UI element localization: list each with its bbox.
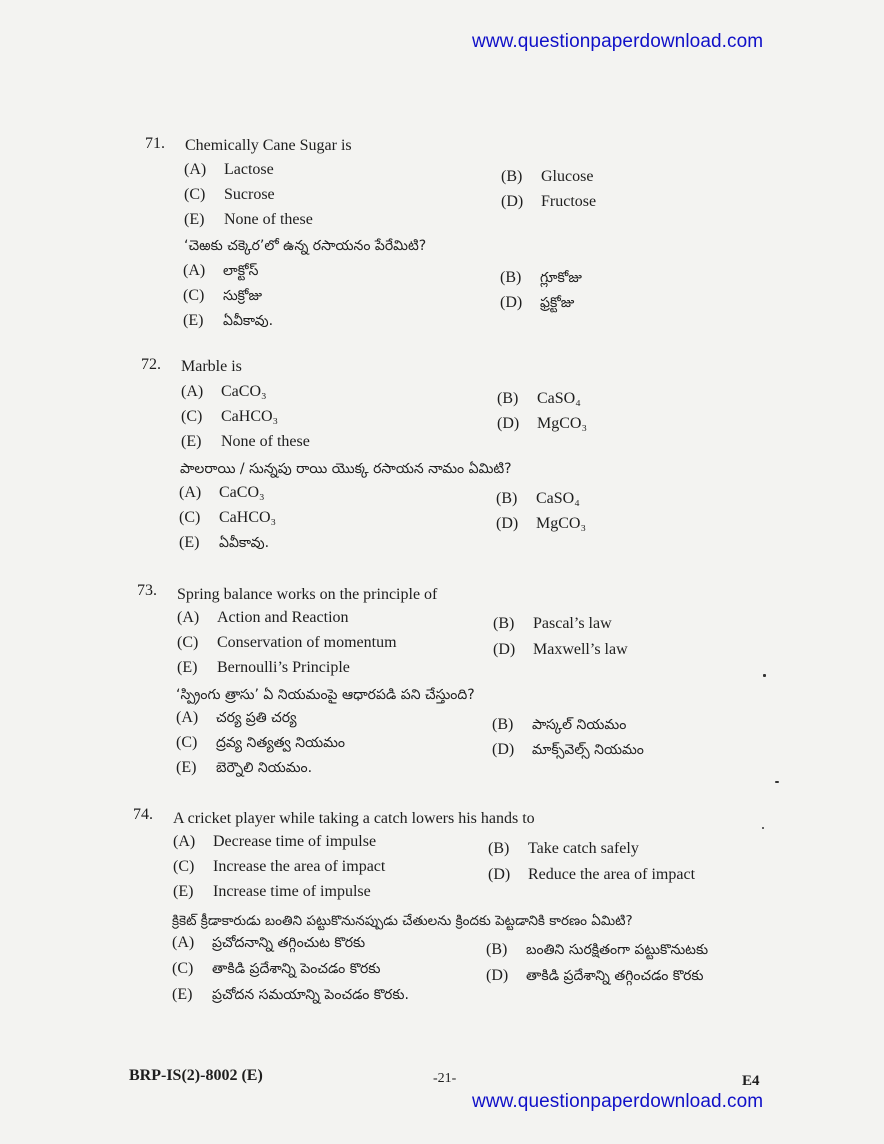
option-text: పాస్కల్ నియమం xyxy=(532,717,627,733)
telugu-option-c xyxy=(183,287,262,307)
option-text: బంతిని సురక్షితంగా పట్టుకొనుటకు xyxy=(526,942,709,958)
option-e xyxy=(173,883,371,901)
paper-code: BRP-IS(2)-8002 (E) xyxy=(129,1067,263,1084)
watermark-url-bottom[interactable]: www.questionpaperdownload.com xyxy=(472,1091,764,1112)
telugu-option-d xyxy=(496,515,586,533)
option-label: (E) xyxy=(173,883,194,900)
telugu-option-c xyxy=(176,734,345,754)
option-d xyxy=(501,193,596,211)
option-text: లాక్టోస్ xyxy=(223,263,259,279)
option-label: (D) xyxy=(497,415,520,432)
option-text: ద్రవ్య నిత్యత్వ నియమం xyxy=(216,735,346,751)
option-label: (C) xyxy=(176,734,198,751)
option-text: MgCO₃ xyxy=(537,415,588,432)
telugu-option-b xyxy=(486,941,708,961)
option-label: (D) xyxy=(492,741,515,758)
option-text: None of these xyxy=(221,433,310,450)
option-label: (E) xyxy=(179,534,200,551)
telugu-option-e xyxy=(179,534,269,554)
question-text: A cricket player while taking a catch lowers his hands to xyxy=(173,810,535,827)
option-text: Fructose xyxy=(541,193,597,210)
option-label: (E) xyxy=(183,312,204,329)
telugu-question-text: పాలరాయి / సున్నపు రాయి యొక్క రసాయన నామం ఏమిటి? xyxy=(180,461,512,477)
option-label: (C) xyxy=(179,509,201,526)
option-text: ఫ్రక్టోజు xyxy=(540,295,575,311)
option-label: (C) xyxy=(181,408,203,425)
option-label: (E) xyxy=(184,211,205,228)
option-d xyxy=(493,641,628,659)
option-label: (C) xyxy=(184,186,206,203)
option-label: (A) xyxy=(173,833,196,850)
scan-speck xyxy=(775,781,779,783)
option-label: (B) xyxy=(486,941,508,958)
option-label: (E) xyxy=(176,759,197,776)
option-label: (B) xyxy=(497,390,519,407)
question-number: 71. xyxy=(145,135,165,152)
option-label: (E) xyxy=(181,433,202,450)
option-label: (E) xyxy=(172,986,193,1003)
option-text: CaCO₃ xyxy=(221,383,267,400)
question-text: Chemically Cane Sugar is xyxy=(185,137,352,154)
option-label: (D) xyxy=(493,641,516,658)
option-label: (D) xyxy=(501,193,524,210)
telugu-option-d xyxy=(492,741,644,761)
option-text: Reduce the area of impact xyxy=(528,866,696,883)
option-label: (A) xyxy=(181,383,204,400)
option-label: (C) xyxy=(177,634,199,651)
option-label: (A) xyxy=(172,934,195,951)
telugu-option-e xyxy=(183,312,273,332)
option-b xyxy=(497,390,581,408)
option-text: చర్య ప్రతి చర్య xyxy=(216,710,297,726)
telugu-option-c xyxy=(172,960,380,980)
telugu-option-b xyxy=(500,269,582,289)
option-label: (C) xyxy=(172,960,194,977)
option-label: (C) xyxy=(173,858,195,875)
option-label: (D) xyxy=(500,294,523,311)
option-label: (E) xyxy=(177,659,198,676)
option-label: (B) xyxy=(493,615,515,632)
option-text: Action and Reaction xyxy=(217,609,349,626)
telugu-option-a xyxy=(179,484,265,502)
option-label: (D) xyxy=(486,967,509,984)
option-text: CaSO₄ xyxy=(536,490,580,507)
option-label: (A) xyxy=(177,609,200,626)
set-code: E4 xyxy=(742,1073,760,1089)
option-label: (D) xyxy=(496,515,519,532)
option-a xyxy=(173,833,376,851)
option-label: (B) xyxy=(496,490,518,507)
option-text: Conservation of momentum xyxy=(217,634,397,651)
option-text: ప్రచోదనాన్ని తగ్గించుట కొరకు xyxy=(212,935,366,951)
option-text: తాకిడి ప్రదేశాన్ని పెంచడం కొరకు xyxy=(212,961,381,977)
option-label: (B) xyxy=(492,716,514,733)
option-text: Glucose xyxy=(541,168,594,185)
option-text: Lactose xyxy=(224,161,274,178)
option-a xyxy=(184,161,274,179)
option-c xyxy=(181,408,278,426)
option-c xyxy=(184,186,275,204)
option-text: సుక్రోజు xyxy=(223,288,263,304)
option-text: Pascal’s law xyxy=(533,615,612,632)
telugu-option-d xyxy=(500,294,574,314)
option-text: గ్లూకోజు xyxy=(540,270,582,286)
option-text: తాకిడి ప్రదేశాన్ని తగ్గించడం కొరకు xyxy=(526,968,704,984)
telugu-option-a xyxy=(172,934,365,954)
telugu-question-text: క్రికెట్ క్రీడాకారుడు బంతిని పట్టుకొనునప్పుడు చేతులను క్రిందకు పెట్టడానికి కారణం ఏమిటి? xyxy=(172,913,633,929)
option-text: ఏవీకావు. xyxy=(219,535,270,551)
scan-speck xyxy=(763,674,766,677)
telugu-option-a xyxy=(183,262,258,282)
option-d xyxy=(488,866,695,884)
option-text: మాక్స్‌వెల్స్ నియమం xyxy=(532,742,644,758)
option-label: (C) xyxy=(183,287,205,304)
telugu-option-b xyxy=(492,716,626,736)
option-text: CaSO₄ xyxy=(537,390,581,407)
option-text: Take catch safely xyxy=(528,840,639,857)
option-label: (A) xyxy=(179,484,202,501)
option-text: Bernoulli’s Principle xyxy=(217,659,350,676)
option-e xyxy=(177,659,350,677)
question-number: 74. xyxy=(133,806,153,823)
option-text: Increase the area of impact xyxy=(213,858,386,875)
option-b xyxy=(493,615,612,633)
telugu-option-e xyxy=(176,759,312,779)
telugu-option-b xyxy=(496,490,580,508)
telugu-question-text: ‘చెఱకు చక్కెర’లో ఉన్న రసాయనం పేరేమిటి? xyxy=(184,238,427,254)
question-number: 72. xyxy=(141,356,161,373)
option-text: CaCO₃ xyxy=(219,484,265,501)
option-label: (A) xyxy=(184,161,207,178)
option-a xyxy=(181,383,267,401)
option-text: Increase time of impulse xyxy=(213,883,371,900)
option-d xyxy=(497,415,587,433)
option-text: None of these xyxy=(224,211,313,228)
option-text: Maxwell’s law xyxy=(533,641,628,658)
option-label: (B) xyxy=(488,840,510,857)
question-text: Marble is xyxy=(181,358,242,375)
option-text: CaHCO₃ xyxy=(221,408,279,425)
option-text: ప్రచోదన సమయాన్ని పెంచడం కొరకు. xyxy=(212,987,409,1003)
question-text: Spring balance works on the principle of xyxy=(177,586,438,603)
option-label: (A) xyxy=(176,709,199,726)
option-label: (D) xyxy=(488,866,511,883)
page-number: -21- xyxy=(433,1071,457,1086)
option-a xyxy=(177,609,349,627)
option-b xyxy=(488,840,639,858)
telugu-option-c xyxy=(179,509,276,527)
option-text: CaHCO₃ xyxy=(219,509,277,526)
option-text: Decrease time of impulse xyxy=(213,833,377,850)
watermark-url-top[interactable]: www.questionpaperdownload.com xyxy=(472,31,764,52)
telugu-question-text: ‘స్ప్రింగు త్రాసు’ ఏ నియమంపై ఆధారపడి పని చేస్తుంది? xyxy=(176,687,475,703)
option-label: (B) xyxy=(501,168,523,185)
option-label: (B) xyxy=(500,269,522,286)
option-c xyxy=(177,634,397,652)
telugu-option-a xyxy=(176,709,297,729)
telugu-option-e xyxy=(172,986,409,1006)
option-text: MgCO₃ xyxy=(536,515,587,532)
telugu-option-d xyxy=(486,967,704,987)
option-text: ఏవీకావు. xyxy=(223,313,274,329)
option-label: (A) xyxy=(183,262,206,279)
option-e xyxy=(184,211,313,229)
option-text: Sucrose xyxy=(224,186,275,203)
option-e xyxy=(181,433,310,451)
question-number: 73. xyxy=(137,582,157,599)
scan-speck xyxy=(762,827,764,829)
option-c xyxy=(173,858,385,876)
option-text: బెర్నౌలి నియమం. xyxy=(216,760,313,776)
option-b xyxy=(501,168,593,186)
